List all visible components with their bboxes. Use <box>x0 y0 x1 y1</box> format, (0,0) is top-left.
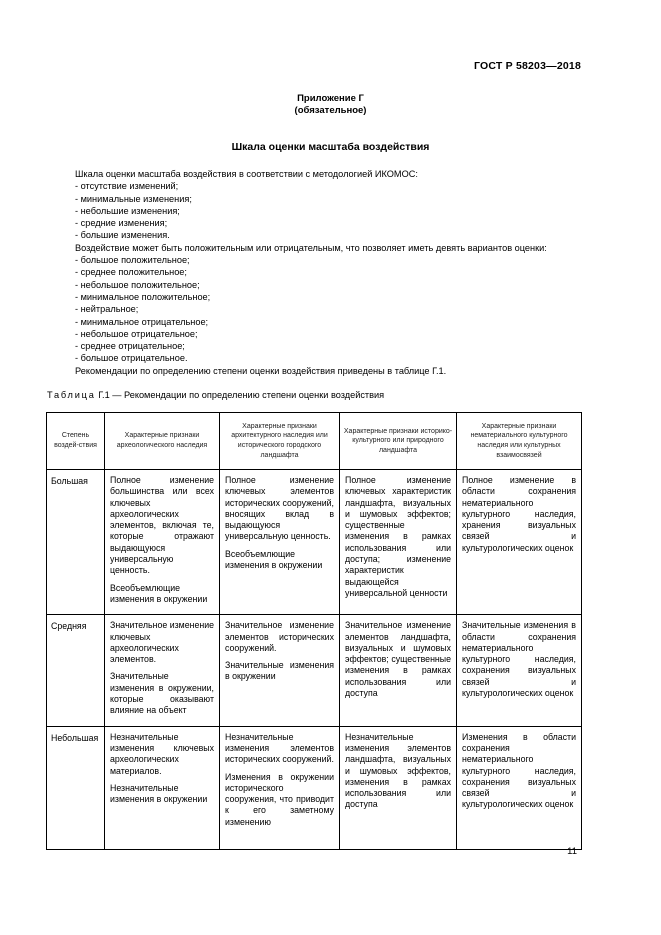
cell-paragraph: Незначительные изменения в окружении <box>110 782 208 805</box>
intro-line: - минимальное отрицательное; <box>75 316 209 327</box>
document-code: ГОСТ Р 58203—2018 <box>473 60 581 72</box>
cell-paragraph: Изменения в области сохранения нематериального культурного наследия, сохранения визуальных связей и культурологических оценок <box>462 731 576 810</box>
table-row <box>47 615 582 726</box>
cell-paragraph: Изменения в окружении исторического сооружения, что приводит к его заметному изменению <box>225 771 334 827</box>
intro-line: - большие изменения. <box>75 230 170 241</box>
cell-paragraph: Значительные изменения в окружении <box>225 660 334 682</box>
cell-paragraph: Полное изменение в области сохранения нематериального культурного наследия, хранения визуальных связей и культурологических оценок <box>462 475 576 553</box>
cell-paragraph: Незначительные изменения элементов исторических сооружений. <box>225 731 334 765</box>
intro-line: Рекомендации по определению степени оценки воздействия приведены в таблице Г.1. <box>75 365 447 376</box>
archaeo-cell <box>105 470 220 615</box>
intangible-cell <box>457 470 582 615</box>
recommendations-table <box>46 412 582 850</box>
intro-line: - большое отрицательное. <box>75 353 188 364</box>
intro-line: - отсутствие изменений; <box>75 181 179 192</box>
table-row <box>47 470 582 615</box>
cell-paragraph: Полное изменение большинства или всех ключевых археологических элементов, включая те, которые отражают выдающуюся универсальную ценность. <box>110 475 214 576</box>
cell-paragraph: Значительное изменение элементов исторических сооружений. <box>225 620 334 653</box>
cell-paragraph: Полное изменение ключевых характеристик ландшафта, визуальных и шумовых эффектов; существенные изменения в рамках использования или доступа; изменение характеристик выдающейся универсальной ценности <box>345 475 451 598</box>
intro-line: - большое положительное; <box>75 255 190 266</box>
architect-cell <box>220 615 340 726</box>
annex-heading <box>0 93 661 116</box>
cell-paragraph: Значительные изменения в области сохранения нематериального культурного наследия, сохранения визуальных связей и культурологических оценок <box>462 620 576 699</box>
page-title: Шкала оценки масштаба воздействия <box>231 141 430 153</box>
intro-line: Воздействие может быть положительным или отрицательным, что позволяет иметь девять вариантов оценки: <box>75 242 547 253</box>
architect-cell <box>220 726 340 849</box>
cell-paragraph: Незначительные изменения элементов ландшафта, визуальных и шумовых эффектов, изменения в рамках использования или доступа <box>345 731 451 810</box>
level-cell: Средняя <box>47 615 105 726</box>
table-caption-text: Г.1 — Рекомендации по определению степени оценки воздействия <box>98 390 385 400</box>
landscape-cell <box>340 726 457 849</box>
table-caption <box>47 390 384 400</box>
header-cell: Характерные признаки историко-культурного или природного ландшафта <box>340 413 457 470</box>
intro-line: - средние изменения; <box>75 218 168 229</box>
archaeo-cell <box>105 615 220 726</box>
table-caption-prefix: Таблица <box>47 390 96 400</box>
page-number: 11 <box>567 846 577 857</box>
header-cell: Характерные признаки архитектурного наследия или исторического городского ландшафта <box>220 413 340 470</box>
intangible-cell <box>457 726 582 849</box>
cell-paragraph: Значительное изменение элементов ландшафта, визуальных и шумовых эффектов; существенные изменения в рамках использования или доступа <box>345 620 451 699</box>
archaeo-cell <box>105 726 220 849</box>
intro-line: - нейтральное; <box>75 304 139 315</box>
header-cell: Характерные признаки нематериального культурного наследия или культурных взаимосвязей <box>457 413 582 470</box>
landscape-cell <box>340 615 457 726</box>
landscape-cell <box>340 470 457 615</box>
architect-cell <box>220 470 340 615</box>
intro-line: - минимальные изменения; <box>75 193 192 204</box>
cell-paragraph: Значительные изменения в окружении, которые оказывают влияние на объект <box>110 671 214 716</box>
intro-line: - небольшое положительное; <box>75 279 200 290</box>
annex-status: (обязательное) <box>294 104 367 116</box>
header-cell: Характерные признаки археологического наследия <box>105 413 220 470</box>
intro-line: - минимальное положительное; <box>75 291 211 302</box>
table-row <box>47 726 582 849</box>
cell-paragraph: Незначительные изменения ключевых археологических материалов. <box>110 731 214 776</box>
table-header-row <box>47 413 582 470</box>
cell-paragraph: Полное изменение ключевых элементов исторических сооружений, вносящих вклад в выдающуюся универсальную ценность. <box>225 475 334 542</box>
intro-line: - небольшое отрицательное; <box>75 328 198 339</box>
level-cell: Небольшая <box>47 726 105 849</box>
intangible-cell <box>457 615 582 726</box>
cell-paragraph: Всеобъемлющие изменения в окружении <box>225 548 323 571</box>
annex-title: Приложение Г <box>297 93 364 104</box>
intro-line: - среднее отрицательное; <box>75 341 185 352</box>
header-cell: Степень воздей-ствия <box>47 413 105 470</box>
level-cell: Большая <box>47 470 105 615</box>
intro-text <box>75 168 595 377</box>
intro-line: - среднее положительное; <box>75 267 187 278</box>
cell-paragraph: Значительное изменение ключевых археологических элементов. <box>110 620 215 665</box>
intro-line: Шкала оценки масштаба воздействия в соответствии с методологией ИКОМОС: <box>75 169 418 179</box>
intro-line: - небольшие изменения; <box>75 205 180 216</box>
cell-paragraph: Всеобъемлющие изменения в окружении <box>110 582 208 604</box>
